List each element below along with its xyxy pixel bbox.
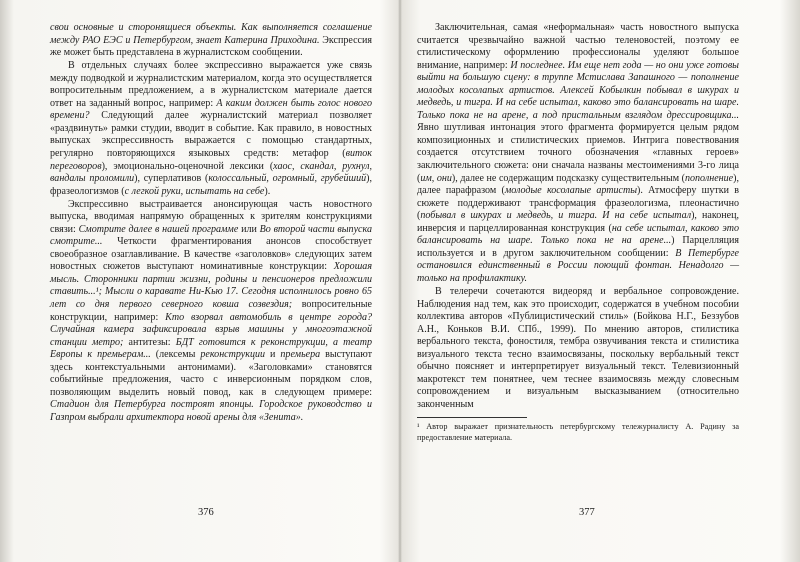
left-page-number: 376	[198, 507, 214, 518]
footnote-divider	[417, 417, 527, 418]
italic-text: на себе испытал, каково это балансировать на шаре. Только пока не на арене...	[417, 222, 739, 247]
italic-text: Стадион для Петербурга построят японцы. Городское руководство и Газпром выбрали архитектора новой арены для «Зенита».	[50, 399, 372, 423]
paragraph	[417, 286, 739, 411]
text-run: Экспрессия же может быть представлена в журналистском сообщении.	[50, 34, 372, 59]
text-run: выступают здесь контекстуальными антонимами). «Заголовками» становятся событийные предложения, часто с инверсионным порядком слов, позволяющим выделить новый повод, как в следующем примере:	[50, 349, 372, 398]
text-run: ) Парцелляция используется и в другом заключительном сообщении:	[417, 235, 739, 259]
italic-text: виток переговоров	[50, 147, 372, 172]
text-run: вопросительные конструкции, например:	[50, 299, 372, 323]
paragraph	[417, 22, 739, 285]
text-run: ). Атмосферу шутки в сюжете поддерживают трансформация фразеологизма, плеонастично (	[417, 185, 739, 222]
text-run: или	[238, 223, 260, 235]
text-run: ), далее не содержащим подсказку существительным (	[451, 172, 685, 184]
italic-text: колоссальный, огромный, грубейший	[208, 173, 367, 185]
paragraph	[50, 60, 372, 198]
italic-text: А каким должен быть голос нового времени?	[50, 97, 372, 122]
text-run: и	[265, 349, 281, 361]
text-run: ), фразеологизмов (	[50, 173, 372, 197]
italic-text: Кто взорвал автомобиль в центре города? Случайная камера зафиксировала взрыв машины у многоэтажной станции метро;	[50, 311, 372, 348]
right-page-number: 377	[579, 507, 595, 518]
text-run: ), эмоционально-оценочной лексики (	[101, 160, 274, 172]
text-run: ), суперлативов (	[134, 173, 209, 185]
text-run: ), наконец, инверсия и парцеллированная конструкция (	[417, 210, 739, 234]
paragraph	[50, 199, 372, 425]
text-run: (лексемы	[150, 349, 201, 361]
italic-text: реконструкции	[200, 349, 266, 361]
text-run: ), далее парафразом (	[417, 172, 739, 197]
text-run: Следующий далее журналистский материал позволяет «раздвинуть» рамки студии, вводит в событие. Как правило, в новостных выпусках экспрессивность выражается с помощью стандартных, регулярно повторяющихся языковых средств: метафор (	[50, 110, 372, 159]
italic-text: свои основные и сторонящиеся объекты. Как выполняется соглашение между РАО ЕЭС и Петербургом, знает Катерина Приходина.	[50, 22, 372, 46]
text-run: Экспрессивно выстраивается анонсирующая часть новостного выпуска, вводимая напрямую обращенных к зрителям конструкциями связи:	[50, 198, 372, 235]
left-page	[50, 22, 372, 425]
italic-text: с легкой руки, испытать на себе	[124, 185, 265, 197]
italic-text: побывал в шкурах и медведь, и тигра. И на себе испытал	[420, 210, 692, 222]
left-page-text	[50, 22, 372, 425]
italic-text: пополнение	[684, 172, 734, 184]
text-run: В телеречи сочетаются видеоряд и вербальное сопровождение. Наблюдения над тем, как это происходит, содержатся в учебном пособии коллектива авторов «Публицистический стиль» (Бойкова Н.Г., Беззубов А.Н., Коньков В.И. СПб., 1999). По мнению авторов, стилистика вербального текста, фоностиля, тембра озвучивания текста и стилистика визуального текста тесно взаимосвязаны, поскольку вербальный текст обычно поясняет и интерпретирует визуальный текст. Телевизионный макротекст тем понятнее, чем теснее взаимосвязь между словесным сопровождением и визуальным высказыванием (относительно законченным	[417, 285, 739, 410]
text-run: Четкости фрагментирования анонсов способствует своеобразное озаглавливание. В качестве «заголовков» следующих затем новостных сюжетов выступают номинативные конструкции:	[50, 236, 372, 273]
italic-text: Хорошая мысль. Сторонники партии жизни, родины и пенсионеров предложили ставить...¹; Мысли о каравате Ни-Кью 17. Сегодня исполнилось ровно 65 лет со дня первого северного ковша созвездия;	[50, 261, 372, 311]
italic-text: БДТ готовится к реконструкции, а театр Европы к премьерам...	[50, 336, 372, 361]
text-run: Явно шутливая интонация этого фрагмента формируется целым рядом композиционных и стилистических приемов. Интрига повествования создается отсутствием точного обозначения «главных героев» заключительного сюжета: они сначала названы местоимениями 3-го лица (	[417, 122, 739, 184]
right-page-text	[417, 22, 739, 411]
italic-text: И последнее. Им еще нет года — но они уже готовы выйти на большую сцену: в труппе Мстислава Запашного — пополнение молодых косолапых артистов. Алексей Кобылкин побывал в шкурах и медведь, и тигра. И на себе испытал, каково это балансировать на шаре. Только пока не на арене, а под пристальным взглядом дрессировщика...	[417, 59, 739, 121]
italic-text: премьера	[280, 349, 321, 361]
text-run: антитезы:	[123, 336, 176, 348]
right-page	[417, 22, 739, 443]
paragraph	[50, 22, 372, 60]
italic-text: В Петербурге остановился единственный в России поющий фонтан. Ненадолго — только на профилактику.	[417, 247, 739, 284]
text-run: В отдельных случаях более экспрессивно выражается уже связь между подводкой и журналистским материалом, когда это осуществляется вопросительным предложением, а в журналистском материале дается ответ на заданный вопрос, например:	[50, 60, 372, 109]
footnote: ¹ Автор выражает признательность петербургскому тележурналисту А. Радину за предоставление материала.	[417, 422, 739, 442]
italic-text: Во второй части выпуска смотрите...	[50, 223, 372, 248]
italic-text: хаос, скандал, рухнул, вандалы проломили	[50, 160, 372, 185]
italic-text: молодые косолапые артисты	[504, 185, 638, 197]
italic-text: им, они	[420, 172, 452, 184]
text-run: Заключительная, самая «неформальная» часть новостного выпуска считается чрезвычайно важной частью теленовостей, поэтому ее стилистическому оформлению профессионалы уделяют большое внимание, например:	[417, 22, 739, 71]
text-run: ).	[264, 185, 271, 197]
italic-text: Смотрите далее в нашей программе	[78, 223, 239, 235]
